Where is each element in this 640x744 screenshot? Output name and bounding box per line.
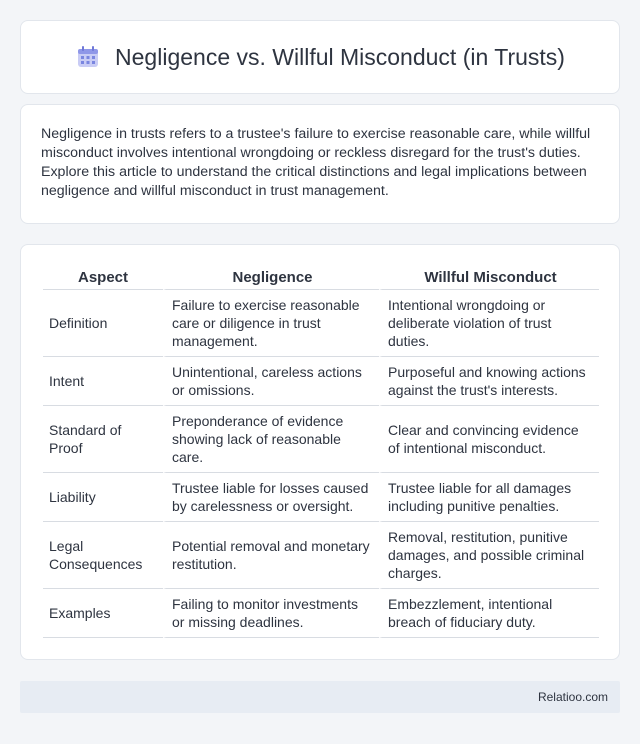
cell-aspect: Examples (43, 589, 163, 638)
table-row (43, 406, 599, 473)
title-card (20, 20, 620, 94)
cell-aspect: Standard of Proof (43, 406, 163, 473)
cell-aspect: Definition (43, 290, 163, 357)
cell-negligence: Unintentional, careless actions or omissions. (163, 357, 379, 406)
table-header-row (43, 263, 599, 290)
cell-negligence: Failing to monitor investments or missing deadlines. (163, 589, 379, 638)
cell-willful-misconduct: Embezzlement, intentional breach of fiduciary duty. (379, 589, 599, 638)
intro-text: Negligence in trusts refers to a trustee's failure to exercise reasonable care, while willful misconduct involves intentional wrongdoing or reckless disregard for the trust's duties. Explore this article to understand the critical distinctions and legal implications between negligence and willful misconduct in trust management. (41, 126, 591, 199)
comparison-table (43, 263, 599, 638)
cell-aspect: Intent (43, 357, 163, 406)
cell-negligence: Trustee liable for losses caused by carelessness or oversight. (163, 473, 379, 522)
table-row (43, 589, 599, 638)
footer (20, 681, 620, 713)
cell-negligence: Potential removal and monetary restitution. (163, 522, 379, 589)
comparison-card (20, 244, 620, 660)
cell-willful-misconduct: Purposeful and knowing actions against the trust's interests. (379, 357, 599, 406)
header-aspect: Aspect (43, 263, 163, 290)
table-row (43, 357, 599, 406)
cell-willful-misconduct: Clear and convincing evidence of intentional misconduct. (379, 406, 599, 473)
intro-card (20, 104, 620, 224)
calendar-icon (75, 44, 101, 70)
cell-willful-misconduct: Removal, restitution, punitive damages, and possible criminal charges. (379, 522, 599, 589)
cell-willful-misconduct: Trustee liable for all damages including punitive penalties. (379, 473, 599, 522)
cell-willful-misconduct: Intentional wrongdoing or deliberate violation of trust duties. (379, 290, 599, 357)
header-willful-misconduct: Willful Misconduct (379, 263, 599, 290)
cell-aspect: Liability (43, 473, 163, 522)
table-row (43, 290, 599, 357)
table-row (43, 522, 599, 589)
cell-aspect: Legal Consequences (43, 522, 163, 589)
page-title: Negligence vs. Willful Misconduct (in Trusts) (115, 43, 565, 70)
cell-negligence: Failure to exercise reasonable care or diligence in trust management. (163, 290, 379, 357)
footer-brand[interactable]: Relatioo.com (537, 690, 608, 704)
header-negligence: Negligence (163, 263, 379, 290)
table-row (43, 473, 599, 522)
cell-negligence: Preponderance of evidence showing lack of reasonable care. (163, 406, 379, 473)
